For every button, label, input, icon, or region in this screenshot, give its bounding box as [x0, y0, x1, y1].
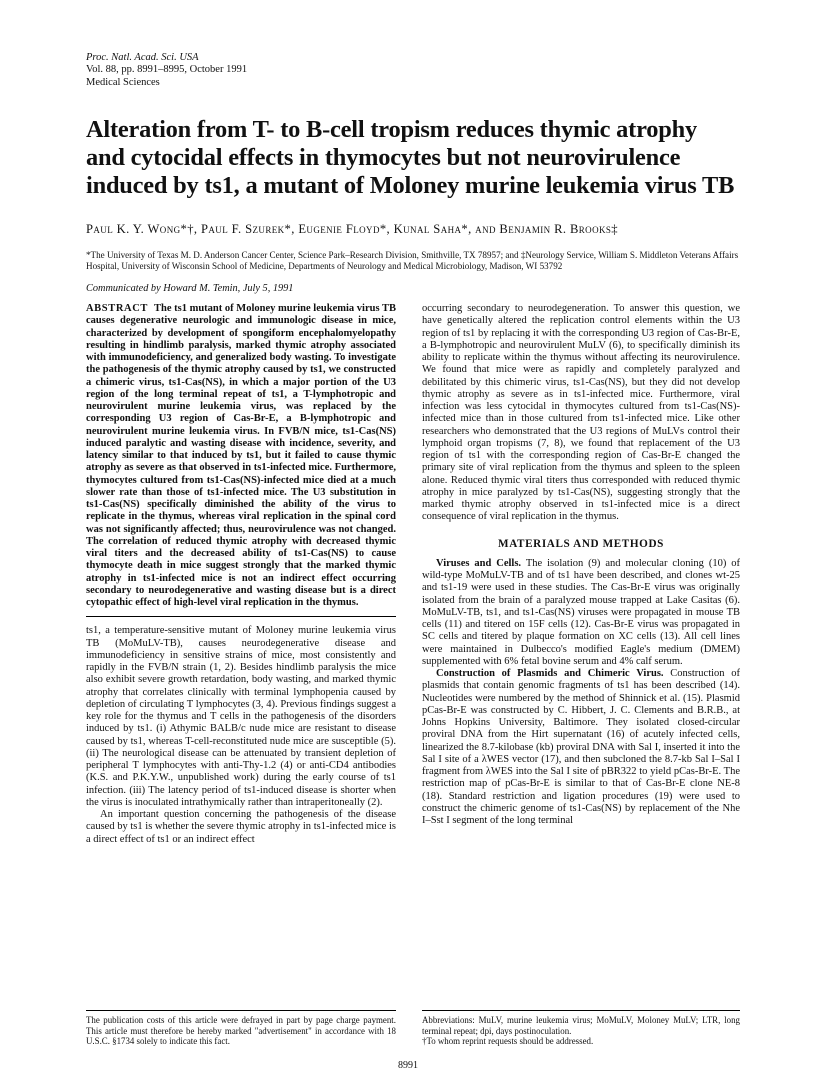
reprint-note: †To whom reprint requests should be addressed.: [422, 1036, 594, 1047]
publication-costs-note: The publication costs of this article were defrayed in part by page charge payment. This article must therefore be hereby marked "advertisement" in accordance with 18 U.S.C. §1734 solely to indicate this fact.: [86, 1015, 396, 1047]
affiliations: *The University of Texas M. D. Anderson Cancer Center, Science Park–Research Division, Smithville, TX 78957; and ‡Neurology Service, William S. Middleton Veterans Affairs Hospital, University of Wisconsin School of Medicine, Departments of Neurology and Medical Microbiology, Madison, WI 53792: [86, 250, 739, 272]
footnote-rule-left: [86, 1010, 396, 1011]
intro-paragraph-2: An important question concerning the pathogenesis of the disease caused by ts1 is whether the severe thymic atrophy in ts1-infected mice is a direct effect of ts1 or an indirect effect: [86, 809, 396, 845]
intro-paragraph-1: ts1, a temperature-sensitive mutant of Moloney murine leukemia virus TB (MoMuLV-TB), causes neurodegenerative disease and immunodeficiency in sensitive strains of mice, most consistently and rapidly in the FVB/N strain (1, 2). Besides hindlimb paralysis the mice also exhibit severe growth retardation, body wasting, and marked thymic atrophy that correlates clinically with terminal lymphopenia caused by depletion of circulating T lymphocytes (3, 4). Previous findings suggest a key role for the thymus and T cells in the pathogenesis of the disorders induced by ts1. (i) Athymic BALB/c nude mice are resistant to disease caused by ts1, whereas T-cell-reconstituted nude mice are susceptible (5). (ii) The neurological disease can be attenuated by transient depletion of peripheral T lymphocytes with anti-Thy-1.2 (4) or anti-CD4 antibodies (K.S. and P.K.Y.W., unpublished work) during the early course of ts1 infection. (iii) The latency period of ts1-induced disease is shorter when the virus is inoculated intrathymically rather than intraperitoneally (2).: [86, 625, 396, 808]
intro-paragraph-2-continued: occurring secondary to neurodegeneration. To answer this question, we have genetically altered the replication control elements within the U3 region of ts1 by replacing it with the corresponding U3 region of Cas-Br-E, a B-lymphotropic and neurovirulent MuLV (6), to specifically diminish its ability to replicate within the thymus without affecting its neurovirulence. We found that mice were as rapidly and completely paralyzed and debilitated by this chimeric virus, ts1-Cas(NS), but they did not develop thymic atrophy as severe as in ts1-infected mice. Furthermore, viral infection was less cytocidal in thymocytes cultured from ts1-Cas(NS)-infected mice than in those cultured from ts1-infected mice. Like other researchers who demonstrated that the U3 regions of MuLVs control their lymphoid organ tropisms (7, 8), we found that replacement of the U3 region of ts1 with the corresponding region of Cas-Br-E changed the primary site of viral replication from the thymus and spleen to the spleen alone. Reduced thymic viral titers thus corresponded with reduced thymic atrophy in mice paralyzed by ts1-Cas(NS), suggesting strongly that the marked thymic atrophy observed in ts1-infected mice is a direct consequence of viral replication in the thymus.: [422, 303, 740, 523]
methods-plasmids-paragraph: [422, 668, 740, 827]
footnotes-right: [422, 1015, 740, 1047]
abstract: [86, 303, 396, 609]
footnote-rule-right: [422, 1010, 740, 1011]
viruses-run-head: Viruses and Cells.: [436, 557, 522, 569]
right-column: [422, 303, 740, 827]
plasmids-text: Construction of plasmids that contain genomic fragments of ts1 has been described (14). Nucleotides were numbered by the method of Shinnick et al. (15). Plasmid pCas-Br-E was constructed by C. Hibbert, J. C. Clements and B.R.B., at Johns Hopkins University, Baltimore. They isolated closed-circular proviral DNA from the Hirt supernatant (16) of acutely infected cells, linearized the 8.7-kilobase (kb) proviral DNA with Sal I, inserted it into the Sal I site of a λWES vector (17), and then subcloned the 8.7-kb Sal I–Sal I fragment from λWES into the Sal I site of pBR322 to yield pCas-Br-E. The restriction map of pCas-Br-E is similar to that of Cas-Br-E clone NE-8 (18). Standard restriction and ligation procedures (19) were used to construct the chimeric genome of ts1-Cas(NS) by replacement of the Nhe I–Sst I segment of the long terminal: [422, 668, 740, 826]
abstract-divider: [86, 616, 396, 617]
abbreviations-note: Abbreviations: MuLV, murine leukemia virus; MoMuLV, Moloney MuLV; LTR, long terminal repeat; dpi, days postinoculation.: [422, 1015, 740, 1036]
viruses-text: The isolation (9) and molecular cloning (10) of wild-type MoMuLV-TB and of ts1 have been described, and clones wt-25 and ts1-19 were used in these studies. The Cas-Br-E virus was originally isolated from the brain of a paralyzed mouse trapped at Lake Casitas (6). MoMuLV-TB, ts1, and ts1-Cas(NS) viruses were propagated in mouse TB cells (11) and titered on 15F cells (12). Cas-Br-E virus was propagated in SC cells and titered by plaque formation on XC cells (13). All cell lines were maintained in Dulbecco's modified Eagle's medium (DMEM) supplemented with 6% fetal bovine serum and 4% calf serum.: [422, 557, 741, 667]
communicated-by: Communicated by Howard M. Temin, July 5, 1991: [86, 283, 294, 294]
methods-heading: MATERIALS AND METHODS: [498, 537, 664, 550]
article-title: Alteration from T- to B-cell tropism reduces thymic atrophy and cytocidal effects in thymocytes but not neurovirulence induced by ts1, a mutant of Moloney murine leukemia virus TB: [86, 116, 735, 199]
author-list: Paul K. Y. Wong*†, Paul F. Szurek*, Eugenie Floyd*, Kunal Saha*, and Benjamin R. Brooks‡: [86, 222, 618, 236]
plasmids-run-head: Construction of Plasmids and Chimeric Virus.: [436, 668, 664, 679]
journal-section: Medical Sciences: [86, 76, 160, 88]
left-column: [86, 303, 396, 846]
journal-volume: Vol. 88, pp. 8991–8995, October 1991: [86, 64, 248, 76]
abstract-text: The ts1 mutant of Moloney murine leukemia virus TB causes degenerative neurologic and immunologic disease in mice, characterized by development of spongiform encephalomyelopathy resulting in hindlimb paralysis, marked thymic atrophy associated with immunodeficiency, and generalized body wasting. To investigate the pathogenesis of the thymic atrophy caused by ts1, we constructed a chimeric virus, ts1-Cas(NS), in which a major portion of the U3 region of the long terminal repeat of ts1, a T-lymphotropic and neurovirulent murine leukemia virus, was replaced by the corresponding U3 region of Cas-Br-E, a B-lymphotropic and neurovirulent murine leukemia virus. In FVB/N mice, ts1-Cas(NS) induced paralytic and wasting disease with incidence, severity, and latency similar to that induced by ts1, but it failed to cause thymic atrophy as severe as that observed in ts1-infected mice. Furthermore, thymocytes cultured from ts1-Cas(NS)-infected mice died at a much slower rate than those of ts1-infected mice. The U3 substitution in ts1-Cas(NS) specifically diminished the ability of the virus to replicate in the thymus, whereas viral replication in the spinal cord was not significantly affected; thus, neurovirulence was not changed. The correlation of reduced thymic atrophy with decreased thymic viral titers and the decreased ability of ts1-Cas(NS) to cause thymocyte death in mice suggest strongly that the marked thymic atrophy in ts1-infected mice is not an indirect effect occurring secondary to neurodegenerative and wasting disease but is a direct cytopathic effect of high-level viral replication in the thymus.: [86, 303, 396, 608]
abstract-label: ABSTRACT: [86, 303, 148, 314]
page-number: 8991: [398, 1060, 418, 1071]
journal-header: [86, 52, 247, 89]
journal-name: Proc. Natl. Acad. Sci. USA: [86, 52, 199, 63]
methods-viruses-paragraph: [422, 558, 740, 668]
